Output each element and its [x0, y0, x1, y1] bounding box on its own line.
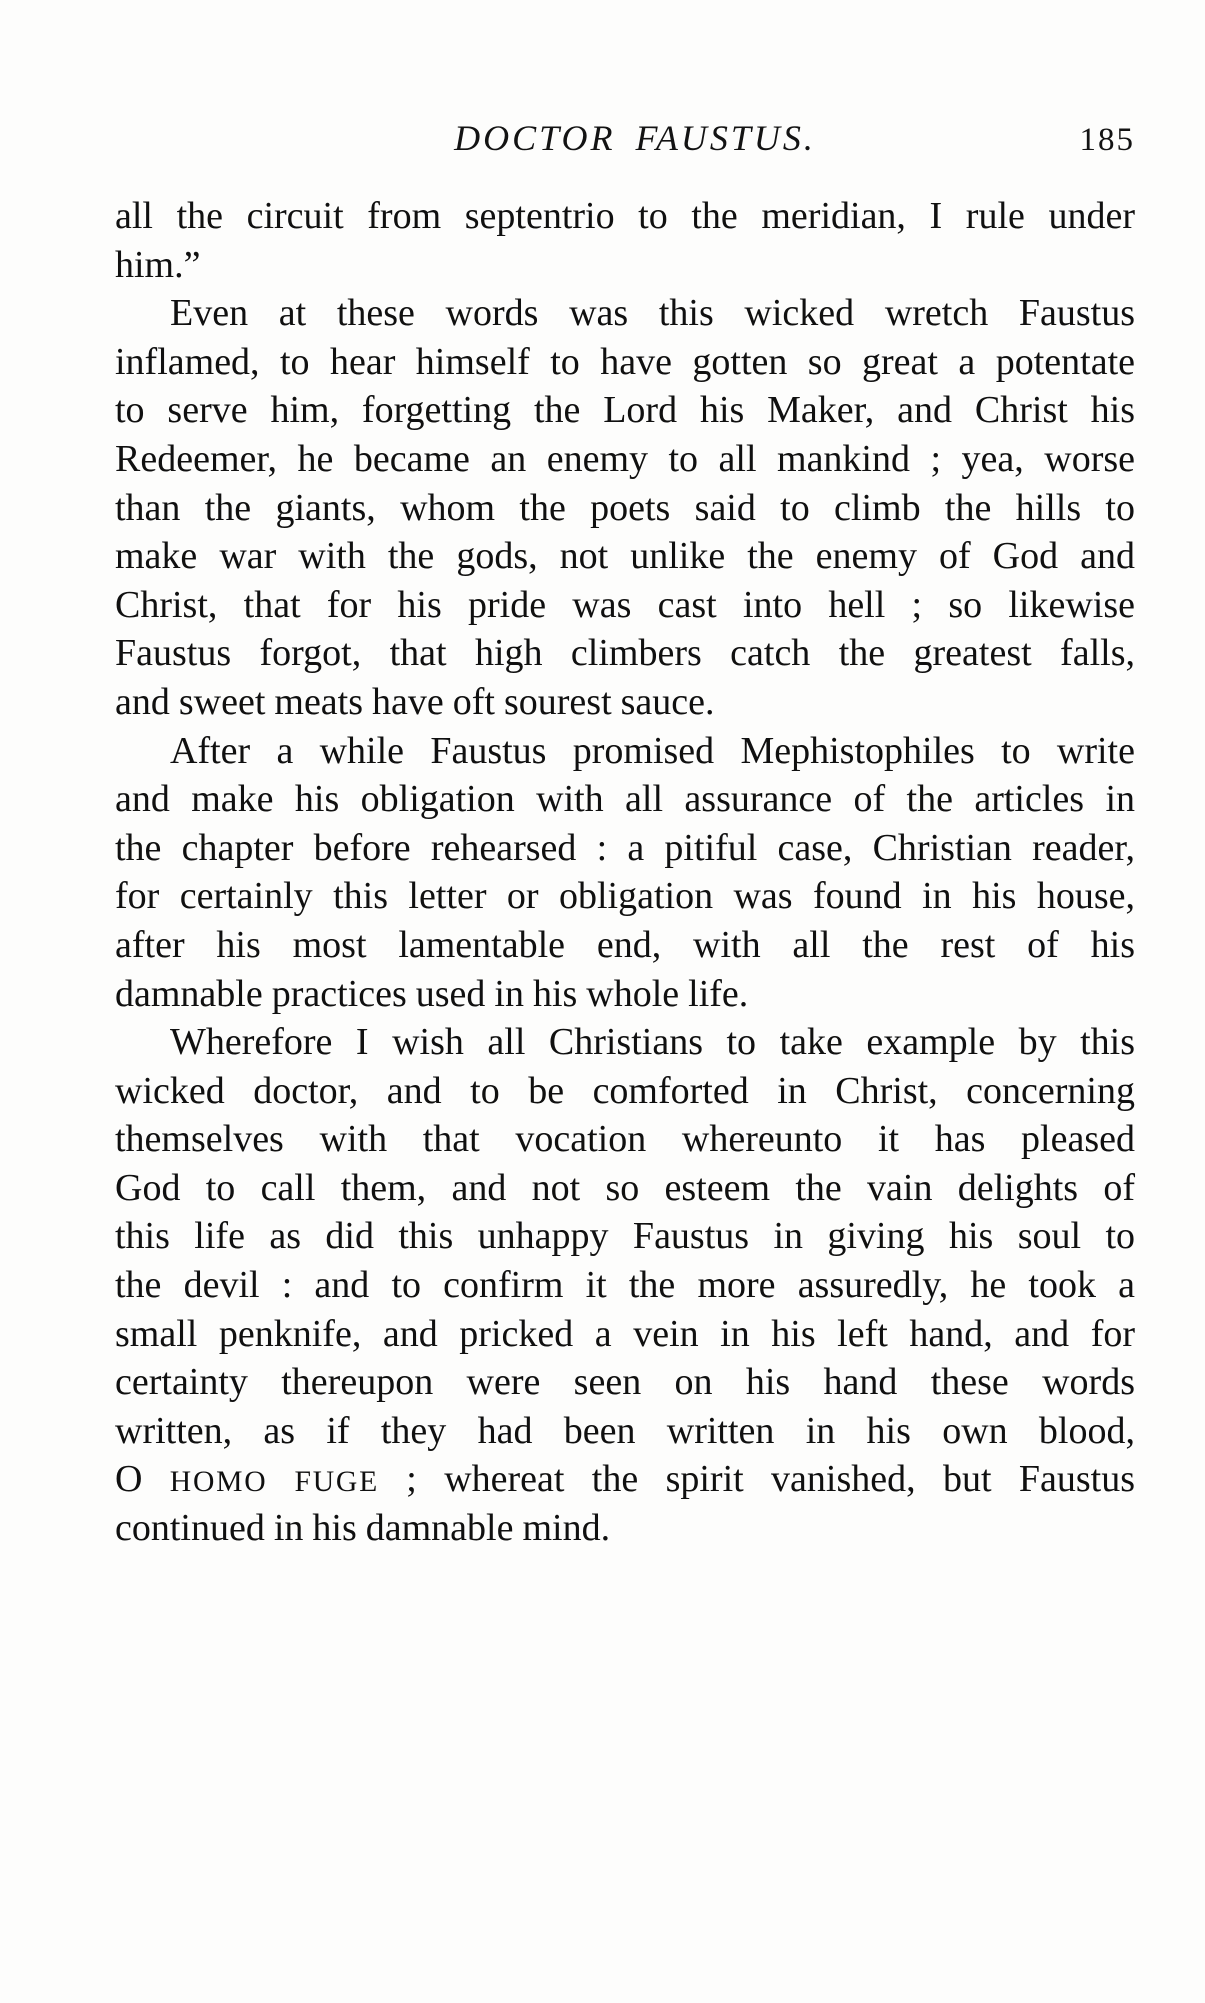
page-number: 185: [1079, 122, 1135, 158]
text-line: the chapter before rehearsed : a pitiful case, Christian reader,: [115, 826, 1135, 869]
text-line: Even at these words was this wicked wretch Faustus: [170, 292, 1135, 335]
text-line: and make his obligation with all assurance of the articles in: [115, 778, 1135, 821]
text-line: O HOMO FUGE ; whereat the spirit vanished, but Faustus: [115, 1458, 1136, 1501]
small-caps-text: HOMO FUGE: [169, 1466, 379, 1499]
text-line: inflamed, to hear himself to have gotten so great a potentate: [115, 340, 1135, 383]
page-body: [115, 192, 1135, 1553]
text-line: themselves with that vocation whereunto it has pleased: [115, 1118, 1135, 1161]
text-line: make war with the gods, not unlike the enemy of God and: [115, 535, 1135, 578]
text-line: wicked doctor, and to be comforted in Christ, concerning: [115, 1069, 1135, 1112]
text-line: this life as did this unhappy Faustus in giving his soul to: [115, 1215, 1135, 1258]
text-line: the devil : and to confirm it the more assuredly, he took a: [115, 1264, 1135, 1307]
page-title: DOCTOR FAUSTUS.: [454, 118, 816, 158]
text-line: After a while Faustus promised Mephistophiles to write: [170, 729, 1135, 772]
text-line: God to call them, and not so esteem the vain delights of: [115, 1166, 1135, 1209]
text-line: continued in his damnable mind.: [115, 1507, 611, 1550]
text-line: and sweet meats have oft sourest sauce.: [115, 680, 715, 723]
text-line: after his most lamentable end, with all the rest of his: [115, 923, 1135, 966]
text-line: Redeemer, he became an enemy to all mankind ; yea, worse: [115, 437, 1135, 480]
running-header: [115, 116, 1135, 160]
text-line: all the circuit from septentrio to the meridian, I rule under: [115, 195, 1135, 237]
text-line: Christ, that for his pride was cast into hell ; so likewise: [115, 583, 1135, 626]
text-line: him.”: [115, 243, 201, 286]
text-line: small penknife, and pricked a vein in his left hand, and for: [115, 1312, 1135, 1355]
text-line: damnable practices used in his whole life.: [115, 972, 749, 1015]
text-line: for certainly this letter or obligation was found in his house,: [115, 875, 1135, 918]
text-line: written, as if they had been written in his own blood,: [115, 1409, 1135, 1452]
text-line: to serve him, forgetting the Lord his Maker, and Christ his: [115, 389, 1135, 432]
text-line: Wherefore I wish all Christians to take example by this: [170, 1021, 1135, 1064]
text-line: certainty thereupon were seen on his hand these words: [115, 1361, 1135, 1404]
text-line: than the giants, whom the poets said to climb the hills to: [115, 486, 1135, 529]
text-line: Faustus forgot, that high climbers catch the greatest falls,: [115, 632, 1135, 675]
